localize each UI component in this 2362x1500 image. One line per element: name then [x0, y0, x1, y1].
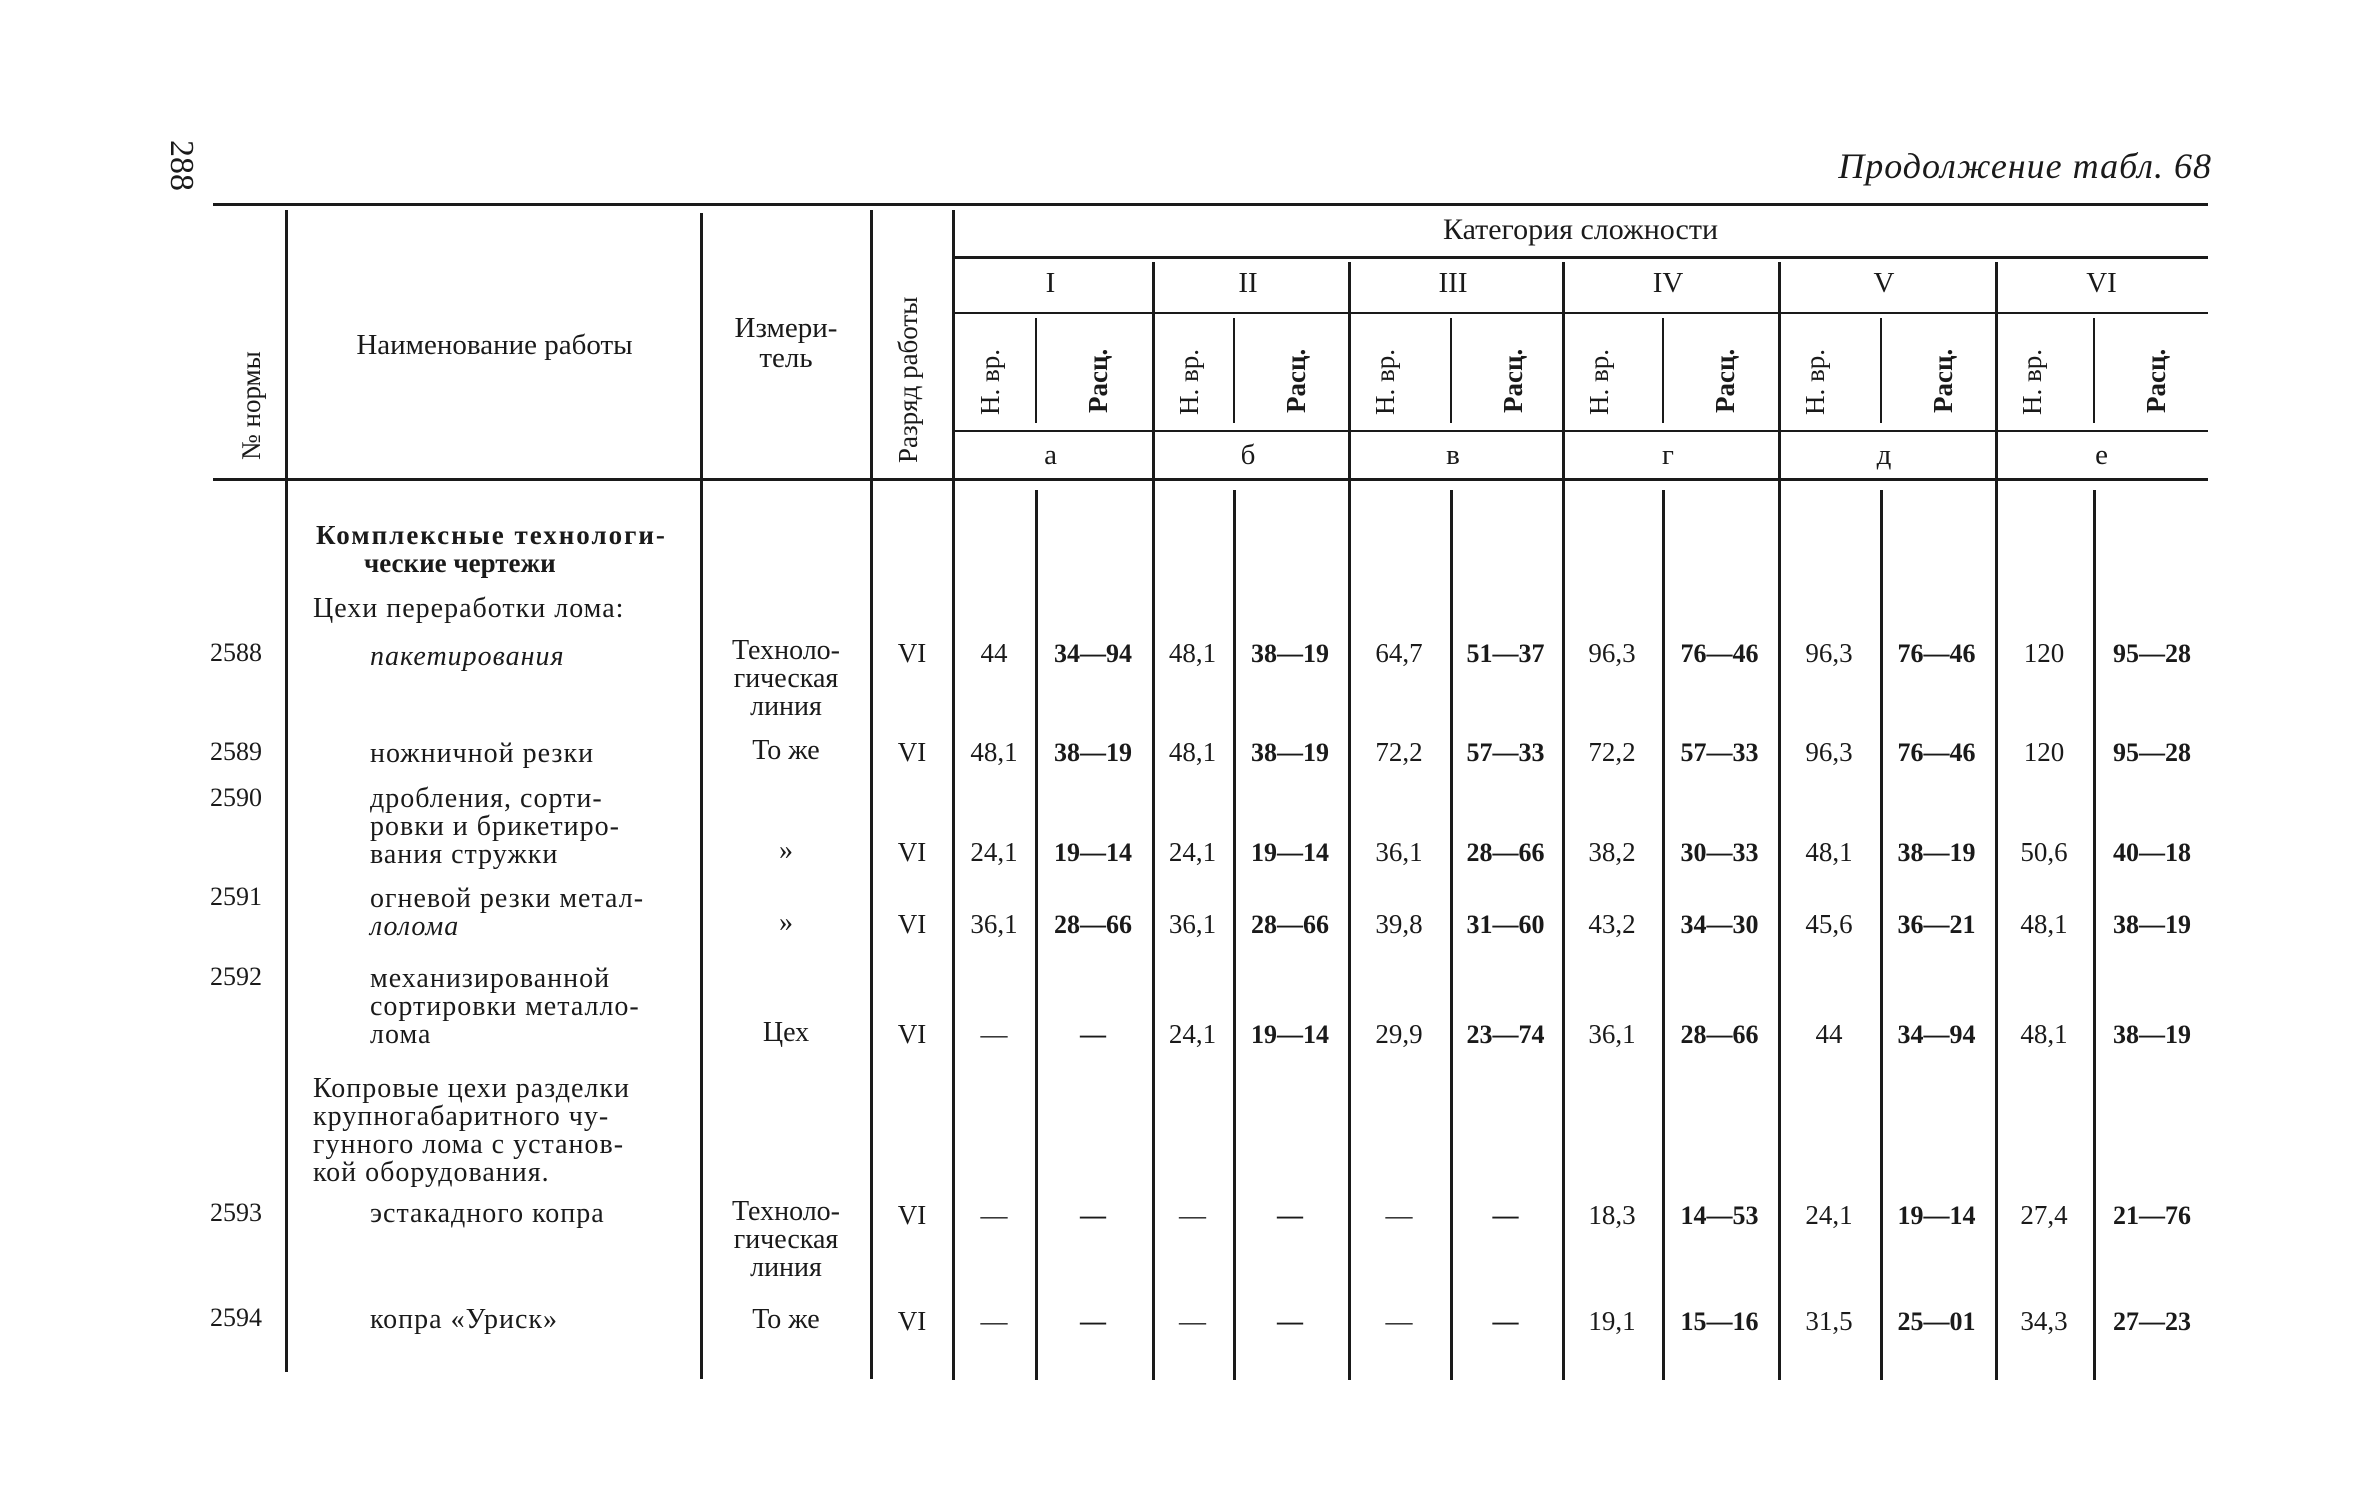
row-work-name-line: копра «Уриск»	[370, 1304, 558, 1335]
category-roman: VI	[2086, 267, 2117, 299]
row-grade: VI	[897, 837, 927, 867]
row-measure-line: »	[779, 835, 793, 866]
cell-time-norm: 27,4	[2020, 1200, 2068, 1230]
cell-time-norm: 39,8	[1375, 909, 1423, 939]
cell-rate: 38—19	[1897, 838, 1976, 867]
cell-time-norm: —	[1179, 1306, 1206, 1336]
row-work-name	[370, 1306, 558, 1334]
cell-time-norm: —	[1179, 1200, 1206, 1230]
header-rate: Расц.	[2141, 348, 2171, 413]
cell-rate: —	[1080, 1020, 1106, 1049]
header-work-name: Наименование работы	[356, 329, 633, 361]
cell-rate: 21—76	[2113, 1201, 2191, 1230]
cell-time-norm: 24,1	[970, 837, 1018, 867]
row-grade: VI	[897, 1019, 927, 1049]
subcolumn-divider	[1880, 318, 1882, 423]
cell-rate: —	[1080, 1307, 1106, 1336]
cell-rate: 23—74	[1466, 1020, 1545, 1049]
cell-rate: 27—23	[2113, 1307, 2191, 1336]
row-grade: VI	[897, 1306, 927, 1336]
cell-time-norm: 72,2	[1375, 737, 1423, 767]
cell-time-norm: 24,1	[1168, 1019, 1217, 1049]
cell-time-norm: —	[1385, 1200, 1413, 1230]
row-norm-no: 2592	[210, 962, 262, 991]
cell-rate: 76—46	[1897, 738, 1976, 767]
row-measure-line: линия	[750, 691, 822, 722]
header-measure	[706, 313, 866, 373]
row-measure	[706, 837, 866, 865]
row-work-name-line: вания стружки	[370, 839, 559, 870]
cell-rate: 76—46	[1897, 639, 1976, 668]
row-grade: VI	[897, 737, 927, 767]
category-roman: IV	[1652, 267, 1684, 299]
row-measure-line: То же	[752, 735, 820, 766]
row-measure	[706, 1306, 866, 1334]
cell-rate: 95—28	[2113, 738, 2191, 767]
row-measure-line: Техноло-	[731, 635, 840, 666]
cell-rate: —	[1492, 1307, 1519, 1336]
row-work-name-line: лома	[370, 1019, 432, 1050]
letter-rule	[953, 430, 2208, 432]
cell-rate: 38—19	[2113, 910, 2191, 939]
row-grade: VI	[897, 638, 927, 668]
row-norm-no: 2589	[210, 737, 262, 766]
category-letter: е	[2095, 439, 2108, 471]
cell-time-norm: 50,6	[2020, 837, 2068, 867]
cell-time-norm: 96,3	[1805, 638, 1853, 668]
row-measure-line: Техноло-	[731, 1196, 840, 1227]
row-norm-no: 2591	[210, 882, 262, 911]
page-number: 288	[163, 140, 200, 191]
cell-rate: —	[1277, 1201, 1303, 1230]
row-measure-line: Цех	[762, 1017, 810, 1048]
cell-rate: 34—30	[1680, 910, 1759, 939]
subcolumn-divider	[2093, 318, 2095, 423]
row-measure	[706, 909, 866, 937]
row-work-name	[370, 785, 620, 869]
cell-rate: 19—14	[1897, 1201, 1976, 1230]
header-time-norm: Н. вр.	[2017, 349, 2047, 415]
header-rate: Расц.	[1710, 348, 1740, 413]
row-work-name	[370, 885, 644, 941]
cell-time-norm: 36,1	[1588, 1019, 1636, 1049]
row-measure	[706, 1198, 866, 1282]
row-work-name	[370, 965, 640, 1049]
row-grade: VI	[897, 1200, 927, 1230]
header-time-norm: Н. вр.	[1800, 349, 1830, 415]
category-roman: III	[1438, 267, 1468, 299]
category-rule	[953, 312, 2208, 314]
header-time-norm: Н. вр.	[1584, 349, 1614, 415]
cell-rate: 15—16	[1680, 1307, 1759, 1336]
row-grade: VI	[897, 909, 927, 939]
row-measure-line: линия	[750, 1252, 822, 1283]
complexity-rule	[953, 256, 2208, 259]
row-work-name	[370, 740, 594, 768]
cell-time-norm: —	[1385, 1306, 1413, 1336]
row-norm-no: 2593	[210, 1198, 262, 1227]
cell-rate: —	[1277, 1307, 1303, 1336]
cell-time-norm: 29,9	[1375, 1019, 1423, 1049]
subcolumn-divider	[1035, 318, 1037, 423]
row-measure	[706, 1019, 866, 1047]
cell-rate: 19—14	[1251, 1020, 1329, 1049]
cell-time-norm: 48,1	[970, 737, 1018, 767]
cell-rate: 40—18	[2113, 838, 2191, 867]
row-work-name-line: огневой резки метал-	[370, 883, 645, 914]
cell-rate: 34—94	[1054, 639, 1132, 668]
row-work-name-line: ровки и брикетиро-	[370, 811, 620, 842]
cell-rate: 19—14	[1251, 838, 1329, 867]
row-work-name-line: пакетирования	[370, 641, 565, 672]
row-measure-line: »	[779, 907, 793, 938]
row-norm-no: 2588	[210, 638, 262, 667]
cell-rate: 28—66	[1680, 1020, 1759, 1049]
cell-rate: 36—21	[1897, 910, 1976, 939]
cell-time-norm: 38,2	[1588, 837, 1636, 867]
group2-line1: Копровые цехи разделки	[313, 1073, 630, 1104]
cell-time-norm: 48,1	[1168, 638, 1217, 668]
cell-time-norm: 36,1	[970, 909, 1018, 939]
group-pile-driver-shops	[313, 1075, 630, 1187]
row-norm-no: 2594	[210, 1303, 262, 1332]
cell-rate: 14—53	[1680, 1201, 1759, 1230]
row-work-name-line: лолома	[370, 911, 460, 942]
section-title	[316, 521, 667, 577]
row-work-name-line: эстакадного копра	[370, 1198, 605, 1229]
header-time-norm: Н. вр.	[1370, 349, 1400, 415]
col-rule-2	[700, 213, 703, 1379]
subcolumn-divider	[1233, 318, 1235, 423]
category-letter: г	[1662, 439, 1674, 471]
cell-rate: —	[1492, 1201, 1519, 1230]
col-rule-1	[285, 210, 288, 1372]
section-title-line1: Комплексные технологи-	[316, 520, 667, 550]
cell-rate: 31—60	[1466, 910, 1545, 939]
cell-rate: 57—33	[1466, 738, 1545, 767]
cell-time-norm: 96,3	[1805, 737, 1853, 767]
cell-rate: 38—19	[2113, 1020, 2191, 1049]
row-measure	[706, 737, 866, 765]
header-bottom-rule	[213, 478, 2208, 481]
category-letter: д	[1876, 439, 1892, 471]
group-scrap-processing: Цехи переработки лома:	[313, 593, 625, 624]
cell-time-norm: 24,1	[1805, 1200, 1853, 1230]
cell-time-norm: 96,3	[1588, 638, 1636, 668]
cell-time-norm: 24,1	[1168, 837, 1217, 867]
cell-time-norm: 34,3	[2020, 1306, 2068, 1336]
category-letter: б	[1240, 439, 1256, 471]
cell-time-norm: —	[980, 1019, 1008, 1049]
cell-time-norm: —	[980, 1200, 1008, 1230]
subcolumn-divider	[1450, 318, 1452, 423]
cell-rate: 28—66	[1251, 910, 1329, 939]
cell-rate: 38—19	[1251, 639, 1329, 668]
group2-line2: крупногабаритного чу-	[313, 1101, 610, 1132]
header-measure-line2: тель	[759, 342, 813, 374]
row-work-name	[370, 1200, 605, 1228]
cell-rate: 34—94	[1897, 1020, 1976, 1049]
cell-time-norm: 48,1	[1805, 837, 1853, 867]
cell-rate: —	[1080, 1201, 1106, 1230]
table-caption: Продолжение табл. 68	[1838, 146, 2212, 186]
cell-time-norm: 36,1	[1375, 837, 1423, 867]
cell-rate: 57—33	[1680, 738, 1759, 767]
cell-time-norm: 19,1	[1588, 1306, 1636, 1336]
row-norm-no: 2590	[210, 783, 262, 812]
row-work-name-line: ножничной резки	[370, 738, 595, 769]
row-measure-line: гическая	[733, 663, 839, 694]
header-rate: Расц.	[1498, 348, 1528, 413]
cell-time-norm: 31,5	[1805, 1306, 1853, 1336]
header-rate: Расц.	[1083, 348, 1113, 413]
row-work-name-line: сортировки металло-	[370, 991, 640, 1022]
header-time-norm: Н. вр.	[1174, 349, 1204, 415]
cell-time-norm: 48,1	[2020, 1019, 2068, 1049]
cell-time-norm: 120	[2023, 737, 2065, 767]
row-measure-line: гическая	[733, 1224, 839, 1255]
cell-rate: 51—37	[1466, 639, 1545, 668]
category-letter: в	[1446, 439, 1460, 471]
cell-time-norm: 48,1	[2020, 909, 2068, 939]
cell-time-norm: 72,2	[1588, 737, 1636, 767]
cell-rate: 30—33	[1680, 838, 1759, 867]
header-grade: Разряд работы	[893, 296, 923, 463]
cell-time-norm: 18,3	[1588, 1200, 1636, 1230]
category-roman: I	[1045, 267, 1056, 299]
subcolumn-divider	[1662, 318, 1664, 423]
cell-rate: 28—66	[1466, 838, 1545, 867]
cell-time-norm: 48,1	[1168, 737, 1217, 767]
cell-rate: 76—46	[1680, 639, 1759, 668]
category-roman: II	[1238, 267, 1258, 299]
cell-rate: 38—19	[1251, 738, 1329, 767]
row-measure-line: То же	[752, 1304, 820, 1335]
section-title-line2: ческие чертежи	[364, 548, 556, 578]
header-rate: Расц.	[1928, 348, 1958, 413]
header-norm-no: № нормы	[236, 351, 266, 460]
header-complexity: Категория сложности	[1442, 213, 1719, 246]
cell-time-norm: 36,1	[1168, 909, 1217, 939]
cell-time-norm: 44	[1815, 1019, 1843, 1049]
group2-line4: кой оборудования.	[313, 1157, 550, 1188]
header-rate: Расц.	[1281, 348, 1311, 413]
category-roman: V	[1873, 267, 1895, 299]
group2-line3: гунного лома с установ-	[313, 1129, 625, 1160]
cell-time-norm: 44	[980, 638, 1008, 668]
row-work-name	[370, 643, 565, 671]
cell-rate: 95—28	[2113, 639, 2191, 668]
header-measure-line1: Измери-	[734, 312, 838, 344]
row-work-name-line: дробления, сорти-	[370, 783, 603, 814]
cell-time-norm: 43,2	[1588, 909, 1636, 939]
row-work-name-line: механизированной	[370, 963, 611, 994]
header-time-norm: Н. вр.	[975, 349, 1005, 415]
row-measure	[706, 637, 866, 721]
top-rule	[213, 203, 2208, 206]
cell-time-norm: 64,7	[1375, 638, 1423, 668]
cell-rate: 38—19	[1054, 738, 1132, 767]
cell-rate: 25—01	[1897, 1307, 1976, 1336]
cell-time-norm: 120	[2023, 638, 2065, 668]
cell-time-norm: 45,6	[1805, 909, 1853, 939]
cell-rate: 28—66	[1054, 910, 1132, 939]
category-letter: а	[1044, 439, 1057, 471]
cell-rate: 19—14	[1054, 838, 1132, 867]
cell-time-norm: —	[980, 1306, 1008, 1336]
